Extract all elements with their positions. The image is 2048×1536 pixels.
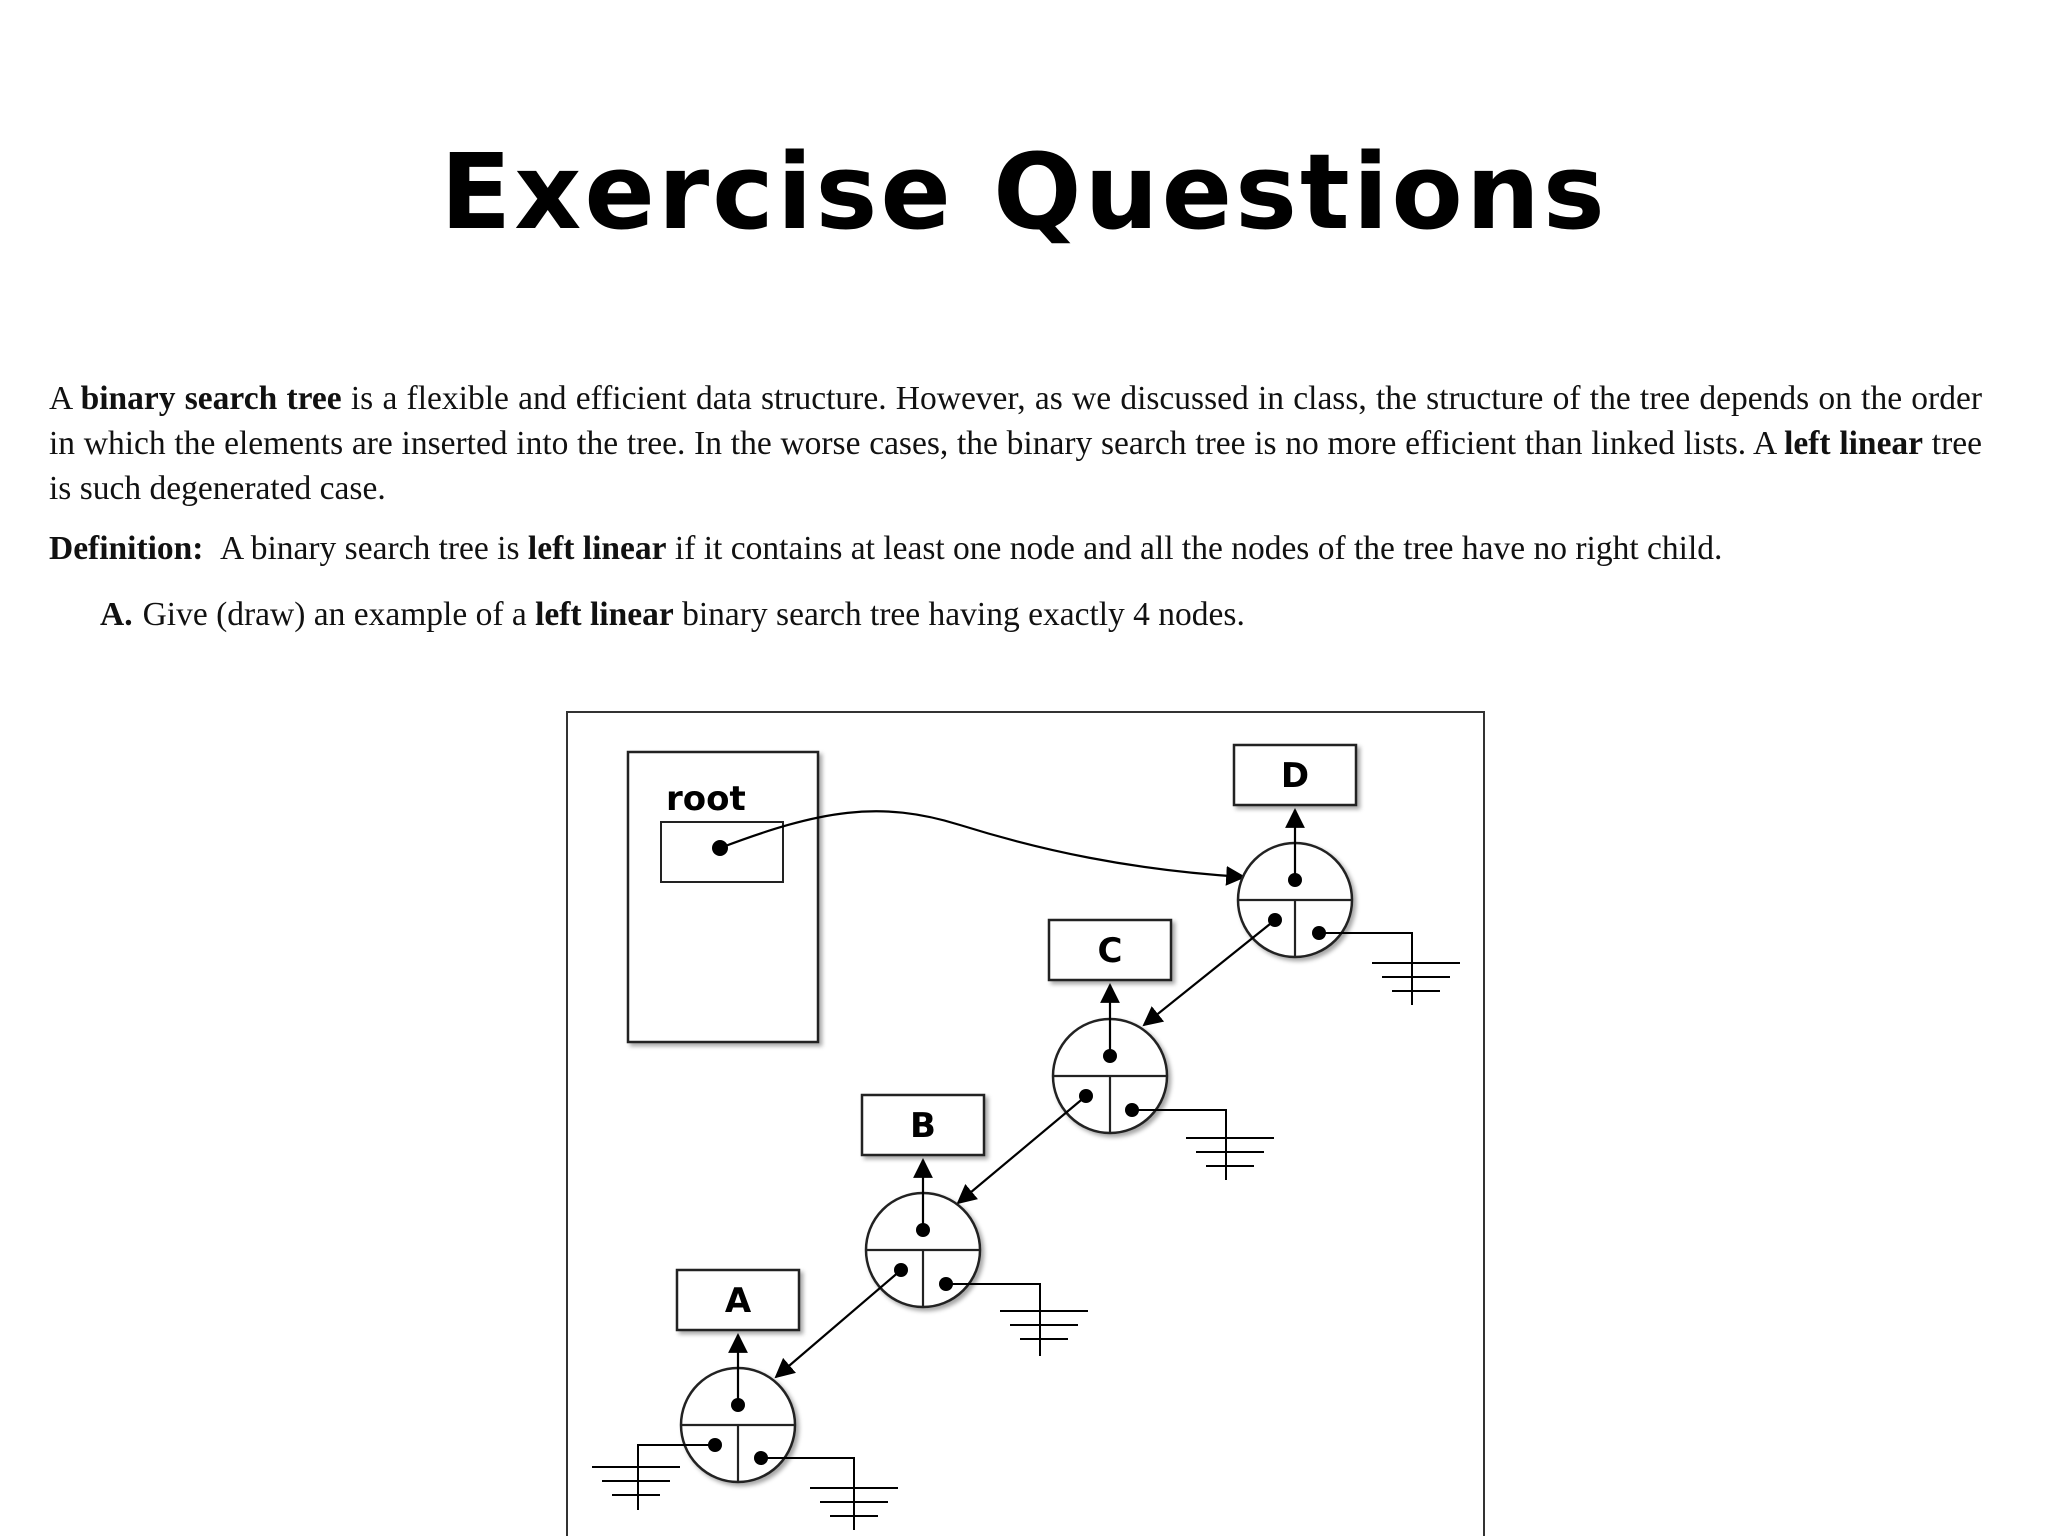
definition-term: left linear xyxy=(527,530,667,567)
intro-term-left-linear: left linear xyxy=(1784,425,1924,462)
question-a-text: Give (draw) an example of a xyxy=(142,596,536,633)
intro-term-bst: binary search tree xyxy=(80,380,342,417)
node-value: C xyxy=(1097,931,1123,971)
question-a-term: left linear xyxy=(535,596,674,633)
intro-text: is a flexible and efficient data structure. However, as we discussed in class, the structure of the tree depends on the order in which the elements are inserted into the tree. In the worse cases, the binary search tree is no more efficient than linked lists. A xyxy=(49,380,1982,462)
definition-text: A binary search tree is xyxy=(213,530,528,567)
page-title: Exercise Questions xyxy=(440,131,1608,253)
question-a-label: A. xyxy=(100,596,133,633)
root-label: root xyxy=(666,779,746,819)
node-value: B xyxy=(910,1106,936,1146)
definition-label: Definition: xyxy=(49,530,204,567)
node-value: A xyxy=(724,1281,752,1321)
tree-node-a xyxy=(592,1270,898,1530)
question-a-text: binary search tree having exactly 4 nodes. xyxy=(673,596,1245,633)
intro-text: A xyxy=(49,380,81,417)
tree-node-b xyxy=(862,1095,1088,1356)
node-value: D xyxy=(1280,756,1310,796)
tree-node-d xyxy=(1234,745,1460,1005)
intro-text: tree is such degenerated case. xyxy=(49,425,1983,507)
definition-text: if it contains at least one node and all the nodes of the tree have no right child. xyxy=(666,530,1723,567)
tree-node-c xyxy=(1049,920,1274,1180)
